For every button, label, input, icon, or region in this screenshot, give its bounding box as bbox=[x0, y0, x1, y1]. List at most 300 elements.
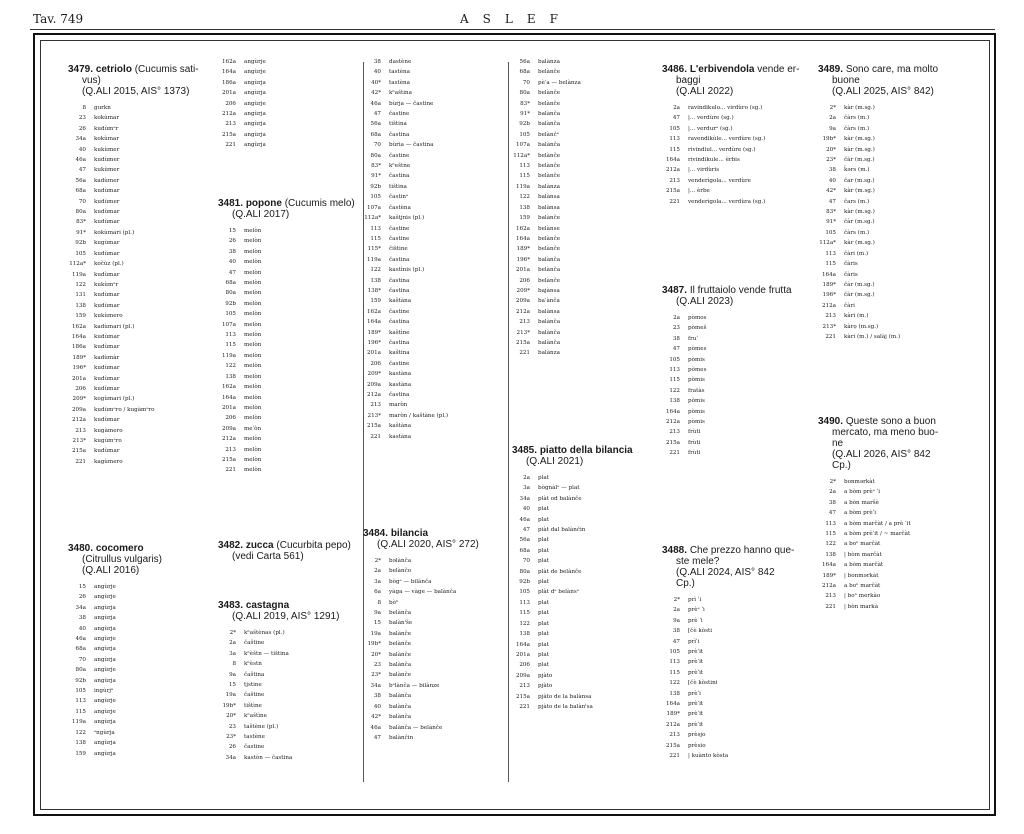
entry-headword: L'erbivendola bbox=[689, 64, 755, 75]
dialect-form: kàri (m.) / salàj (m.) bbox=[844, 333, 901, 340]
response-row bbox=[654, 113, 822, 123]
survey-point: 115 bbox=[669, 377, 680, 384]
response-row bbox=[504, 130, 581, 140]
dialect-form: kudùmar bbox=[94, 417, 120, 424]
survey-point: 38 bbox=[373, 59, 381, 65]
dialect-form: balànsa bbox=[538, 308, 560, 315]
dialect-form: plàt od balànče bbox=[538, 495, 582, 502]
dialect-form: kudùmar bbox=[94, 250, 120, 257]
dialect-form: fratàs bbox=[688, 387, 705, 394]
response-row bbox=[60, 332, 208, 342]
response-row bbox=[60, 426, 208, 436]
response-row bbox=[810, 134, 988, 144]
response-row bbox=[810, 591, 988, 601]
survey-point: 2a bbox=[829, 115, 836, 122]
dialect-form: plat bbox=[538, 547, 549, 554]
response-row bbox=[355, 67, 448, 77]
survey-point: 201a bbox=[71, 375, 86, 382]
survey-point: 164a bbox=[821, 271, 836, 278]
dialect-form: čištine bbox=[389, 246, 408, 253]
dialect-form: čàris bbox=[844, 271, 858, 278]
dialect-form: belànče bbox=[538, 100, 561, 107]
entry-number: 3486. bbox=[662, 64, 690, 75]
dialect-form: ᵊngùrja bbox=[94, 729, 115, 736]
survey-point: 213 bbox=[225, 446, 236, 453]
dialect-form: belànčᵉ bbox=[538, 131, 559, 138]
response-row bbox=[504, 203, 581, 213]
entry-headword: bilancia bbox=[390, 528, 429, 539]
response-row bbox=[60, 207, 208, 217]
dialect-form: balànsa bbox=[538, 194, 560, 201]
dialect-form: plat bbox=[538, 651, 549, 658]
dialect-form: prèsjo bbox=[688, 732, 706, 739]
dialect-form: angùrje bbox=[94, 667, 116, 674]
response-row bbox=[210, 78, 266, 88]
dialect-form: belànče bbox=[538, 277, 561, 284]
survey-point: 80a bbox=[519, 568, 530, 575]
survey-point: 206 bbox=[75, 385, 86, 392]
response-row bbox=[504, 99, 581, 109]
response-row bbox=[654, 689, 822, 699]
survey-point: 2* bbox=[673, 597, 680, 603]
survey-point: 122 bbox=[825, 541, 836, 548]
survey-point: 68a bbox=[75, 188, 86, 195]
dialect-form: |... virdùris bbox=[688, 167, 720, 174]
dialect-form: čàr (m.sg.) bbox=[844, 219, 875, 226]
survey-point: 3a bbox=[229, 650, 236, 657]
survey-point: 68a bbox=[519, 547, 530, 554]
dialect-form: tastèna bbox=[389, 69, 410, 76]
dialect-form: kukùmer bbox=[94, 146, 120, 153]
entry-title-line: (Q.ALI 2026, AIS° 842 bbox=[832, 449, 931, 460]
dialect-form: belànča bbox=[389, 610, 412, 617]
response-row bbox=[504, 535, 652, 545]
response-row bbox=[654, 344, 822, 354]
survey-point: 138 bbox=[519, 631, 530, 638]
response-row bbox=[210, 99, 266, 109]
dialect-form: balànča bbox=[538, 319, 561, 326]
response-row bbox=[210, 57, 266, 67]
dialect-form: pòmes bbox=[688, 367, 707, 374]
survey-point: 115 bbox=[669, 669, 680, 676]
response-row bbox=[60, 686, 208, 696]
survey-point: 105 bbox=[75, 688, 86, 695]
response-row bbox=[654, 417, 822, 427]
response-row bbox=[810, 550, 988, 560]
response-row bbox=[210, 393, 358, 403]
survey-point: 2a bbox=[523, 475, 530, 481]
entry-c2a bbox=[210, 57, 266, 151]
survey-point: 23 bbox=[373, 662, 381, 669]
dialect-form: kàr (m.sg.) bbox=[844, 136, 875, 143]
response-row bbox=[60, 228, 208, 238]
response-row bbox=[810, 332, 988, 342]
response-row bbox=[355, 369, 448, 379]
response-row bbox=[654, 751, 822, 761]
response-row bbox=[355, 598, 503, 608]
dialect-form: prèˈit bbox=[688, 711, 704, 718]
survey-point: 15 bbox=[228, 682, 236, 689]
dialect-form: kudùmar bbox=[94, 333, 120, 340]
dialect-form: belànče bbox=[389, 641, 412, 648]
dialect-form: angùrja bbox=[244, 90, 266, 97]
dialect-form: kàr (m.sg.) bbox=[844, 105, 875, 111]
response-row bbox=[504, 348, 581, 358]
dialect-form: tištìne bbox=[244, 702, 262, 709]
response-row bbox=[210, 268, 358, 278]
dialect-form: belànče bbox=[538, 69, 561, 76]
survey-point: 47 bbox=[373, 734, 381, 741]
dialect-form: melòn bbox=[244, 321, 262, 328]
survey-point: 38 bbox=[78, 615, 86, 622]
survey-point: 47 bbox=[828, 198, 836, 205]
survey-point: 83* bbox=[371, 163, 381, 170]
survey-point: 221 bbox=[75, 458, 86, 465]
response-row bbox=[504, 192, 581, 202]
survey-point: 113 bbox=[669, 659, 680, 666]
survey-point: 2* bbox=[829, 105, 836, 111]
response-row bbox=[210, 88, 266, 98]
entry-number: 3481. bbox=[218, 198, 246, 209]
survey-point: 212a bbox=[665, 419, 680, 426]
survey-point: 112a* bbox=[364, 215, 381, 222]
survey-point: 42* bbox=[826, 188, 836, 195]
entry-title bbox=[504, 445, 652, 456]
dialect-form: kadùmari (pl.) bbox=[94, 323, 135, 330]
response-row bbox=[504, 265, 581, 275]
dialect-form: kʰeštne bbox=[389, 163, 411, 170]
survey-point: 119a bbox=[71, 271, 86, 278]
survey-point: 212a bbox=[665, 167, 680, 174]
response-row bbox=[654, 678, 822, 688]
dialect-form: kaštjnis (pl.) bbox=[389, 215, 425, 222]
survey-point: 47 bbox=[78, 167, 86, 174]
response-row bbox=[355, 660, 503, 670]
survey-point: 201a bbox=[221, 404, 236, 411]
survey-point: 206 bbox=[225, 100, 236, 107]
survey-point: 80a bbox=[75, 667, 86, 674]
response-row bbox=[504, 619, 652, 629]
survey-point: 189* bbox=[822, 281, 836, 288]
response-row bbox=[355, 400, 448, 410]
dialect-form: angùrje bbox=[94, 584, 116, 590]
survey-point: 91* bbox=[371, 173, 381, 180]
response-row bbox=[355, 88, 448, 98]
survey-point: 122 bbox=[75, 729, 86, 736]
dialect-form: balànza bbox=[538, 183, 560, 190]
response-row bbox=[810, 477, 988, 487]
survey-point: 92b bbox=[370, 183, 381, 190]
dialect-form: kudùmar bbox=[94, 271, 120, 278]
dialect-form: balànča bbox=[389, 703, 412, 710]
dialect-form: bᵉlànča — bilànze bbox=[389, 682, 440, 689]
survey-point: 119a bbox=[366, 256, 381, 263]
survey-point: 38 bbox=[672, 628, 680, 635]
survey-point: 209a bbox=[71, 406, 86, 413]
entry-gloss: Sono care, ma molto bbox=[845, 64, 939, 75]
dialect-form: baˈànča bbox=[538, 298, 560, 305]
dialect-form: kokùmar bbox=[94, 115, 120, 122]
dialect-form: frùti bbox=[688, 429, 701, 436]
survey-point: 68a bbox=[75, 646, 86, 653]
survey-point: 221 bbox=[225, 467, 236, 474]
response-row bbox=[504, 67, 581, 77]
survey-point: 107a bbox=[366, 204, 381, 211]
dialect-form: balànča bbox=[538, 329, 561, 336]
dialect-form: prèˈit bbox=[688, 669, 704, 676]
dialect-form: prèˈit bbox=[688, 701, 704, 708]
entry-gloss: (Cucumis sati- bbox=[131, 64, 199, 75]
response-row bbox=[355, 577, 503, 587]
survey-point: 164a bbox=[366, 319, 381, 326]
entry-number: 3480. bbox=[68, 543, 96, 554]
dialect-form: pòmis bbox=[688, 377, 705, 384]
dialect-form: plat bbox=[538, 620, 549, 627]
response-row bbox=[355, 244, 448, 254]
dialect-form: a boⁿ marčàt bbox=[844, 583, 881, 590]
response-row bbox=[355, 608, 503, 618]
dialect-form: venderìgola... verdùre bbox=[688, 177, 751, 184]
survey-point: 164a bbox=[71, 333, 86, 340]
survey-point: 213 bbox=[825, 593, 836, 600]
response-row bbox=[654, 720, 822, 730]
entry-title bbox=[210, 600, 358, 611]
response-row bbox=[810, 228, 988, 238]
survey-point: 34a bbox=[75, 604, 86, 611]
dialect-form: angùrja bbox=[94, 740, 116, 747]
dialect-form: čàrs (m.) bbox=[844, 115, 870, 122]
survey-point: 213* bbox=[516, 329, 530, 336]
survey-point: 83* bbox=[826, 209, 836, 216]
survey-point: 164a bbox=[665, 408, 680, 415]
survey-point: 19b* bbox=[222, 702, 236, 709]
dialect-form: kastòn — častina bbox=[244, 754, 293, 761]
survey-point: 201a bbox=[515, 267, 530, 274]
response-row bbox=[504, 119, 581, 129]
entry-headword: castagna bbox=[245, 600, 290, 611]
response-row bbox=[504, 244, 581, 254]
survey-point: 212a bbox=[221, 436, 236, 443]
dialect-form: bùria — častina bbox=[389, 142, 434, 149]
entry-title bbox=[60, 543, 208, 554]
survey-point: 105 bbox=[669, 356, 680, 363]
dialect-form: melòn bbox=[244, 363, 262, 370]
survey-point: 2* bbox=[374, 558, 381, 564]
response-row bbox=[810, 280, 988, 290]
dialect-form: bonmərkàt bbox=[844, 479, 875, 485]
survey-point: 115 bbox=[225, 342, 236, 349]
survey-point: 206 bbox=[370, 360, 381, 367]
response-row bbox=[210, 690, 358, 700]
dialect-form: | bòm marčàt bbox=[844, 551, 882, 558]
response-row bbox=[654, 176, 822, 186]
survey-point: 19b* bbox=[822, 136, 836, 143]
response-row bbox=[210, 278, 358, 288]
response-row bbox=[60, 696, 208, 706]
survey-point: 213 bbox=[519, 319, 530, 326]
dialect-form: prèˈit bbox=[688, 659, 704, 666]
dialect-form: bajànsa bbox=[538, 287, 560, 294]
dialect-form: rivindikule... èrbis bbox=[688, 157, 740, 164]
survey-point: 83* bbox=[76, 219, 86, 226]
response-row bbox=[60, 728, 208, 738]
dialect-form: taštène (pl.) bbox=[244, 723, 279, 730]
dialect-form: čaština bbox=[244, 671, 265, 678]
response-row bbox=[504, 234, 581, 244]
response-row bbox=[210, 455, 358, 465]
survey-point: 40 bbox=[522, 506, 530, 513]
response-row bbox=[355, 691, 503, 701]
survey-point: 221 bbox=[825, 333, 836, 340]
response-row bbox=[504, 182, 581, 192]
dialect-form: maròn bbox=[389, 402, 408, 409]
response-row bbox=[210, 236, 358, 246]
survey-point: 221 bbox=[669, 450, 680, 457]
survey-point: 47 bbox=[672, 115, 680, 122]
dialect-form: balànča bbox=[389, 714, 412, 721]
response-row bbox=[210, 434, 358, 444]
dialect-form: kudùmar bbox=[94, 344, 120, 351]
response-row bbox=[210, 732, 358, 742]
survey-point: 26 bbox=[228, 238, 236, 245]
response-row bbox=[810, 571, 988, 581]
survey-point: 115* bbox=[367, 246, 381, 253]
response-row bbox=[210, 247, 358, 257]
response-row bbox=[654, 438, 822, 448]
dialect-form: častine bbox=[244, 744, 265, 751]
response-row bbox=[654, 616, 822, 626]
response-row bbox=[654, 124, 822, 134]
dialect-form: častina bbox=[389, 256, 410, 263]
dialect-form: ravindikulo... virdùro (sg.) bbox=[688, 105, 763, 111]
survey-point: 196* bbox=[822, 292, 836, 299]
dialect-form: a bòn maršè bbox=[844, 499, 879, 506]
response-row bbox=[504, 255, 581, 265]
entry-number: 3489. bbox=[818, 64, 846, 75]
survey-point: 113 bbox=[825, 250, 836, 257]
survey-point: 68a bbox=[519, 69, 530, 76]
survey-point: 68a bbox=[370, 131, 381, 138]
dialect-form: pòmis bbox=[688, 356, 705, 363]
entry-title bbox=[210, 198, 358, 209]
entry-title-line: (Citrullus vulgaris) bbox=[82, 554, 163, 565]
survey-point: 26 bbox=[78, 125, 86, 132]
response-row bbox=[654, 313, 822, 323]
dialect-form: angùrja bbox=[94, 646, 116, 653]
survey-point: 162a bbox=[221, 384, 236, 391]
survey-point: 38 bbox=[373, 693, 381, 700]
dialect-form: kʰèštn — tiština bbox=[244, 650, 289, 657]
survey-point: 119a bbox=[221, 352, 236, 359]
entry-number: 3479. bbox=[68, 64, 96, 75]
header-rule bbox=[30, 29, 995, 30]
survey-point: 213 bbox=[225, 121, 236, 128]
dialect-form: angùrja bbox=[94, 677, 116, 684]
response-row bbox=[654, 323, 822, 333]
dialect-form: a bòm prèˈit / ~ marčàt bbox=[844, 531, 911, 538]
response-row bbox=[355, 421, 448, 431]
survey-point: 112a* bbox=[819, 240, 836, 247]
response-row bbox=[210, 299, 358, 309]
dialect-form: kagùmero bbox=[94, 458, 123, 465]
plate-number: Tav. 749 bbox=[33, 12, 84, 26]
survey-point: 115 bbox=[825, 531, 836, 538]
dialect-form: belànče bbox=[538, 235, 561, 242]
dialect-form: pòmis bbox=[688, 408, 705, 415]
response-row bbox=[355, 681, 503, 691]
dialect-form: belànče bbox=[538, 173, 561, 180]
survey-point: 107a bbox=[515, 142, 530, 149]
response-row bbox=[60, 624, 208, 634]
dialect-form: angùrje bbox=[94, 594, 116, 601]
dialect-form: balànča bbox=[538, 142, 561, 149]
response-row bbox=[654, 355, 822, 365]
dialect-form: melòn bbox=[244, 352, 262, 359]
dialect-form: balànza bbox=[538, 59, 560, 65]
response-row bbox=[504, 161, 581, 171]
survey-point: 47 bbox=[672, 346, 680, 353]
survey-point: 70 bbox=[78, 198, 86, 205]
entry-headword: cocomero bbox=[95, 543, 144, 554]
response-row bbox=[355, 192, 448, 202]
response-row bbox=[60, 644, 208, 654]
survey-point: 138 bbox=[669, 398, 680, 405]
dialect-form: čàrs (m.) bbox=[844, 125, 870, 132]
survey-point: 15 bbox=[78, 584, 86, 590]
dialect-form: angùrja bbox=[244, 131, 266, 138]
survey-point: 122 bbox=[669, 680, 680, 687]
response-row bbox=[355, 639, 503, 649]
survey-point: 162a bbox=[366, 308, 381, 315]
entry-title-line: vus) bbox=[82, 75, 101, 86]
survey-point: 221 bbox=[669, 753, 680, 760]
entry-title bbox=[654, 285, 822, 296]
survey-point: 20* bbox=[226, 713, 236, 720]
survey-point: 213 bbox=[370, 402, 381, 409]
entry-number: 3488. bbox=[662, 545, 690, 556]
dialect-form: pjàto de la balànᵗsa bbox=[538, 703, 593, 710]
response-row bbox=[504, 171, 581, 181]
response-row bbox=[504, 494, 652, 504]
survey-point: 164a bbox=[515, 235, 530, 242]
dialect-form: plàt de belànče bbox=[538, 568, 582, 575]
dialect-form: [čè kòsti bbox=[688, 628, 713, 635]
survey-point: 138 bbox=[75, 302, 86, 309]
survey-point: 212a bbox=[821, 302, 836, 309]
response-row bbox=[810, 487, 988, 497]
response-row bbox=[504, 650, 652, 660]
dialect-form: kaštìne bbox=[389, 329, 410, 336]
dialect-form: melòn bbox=[244, 446, 262, 453]
dialect-form: kudùmar bbox=[94, 292, 120, 299]
response-row bbox=[654, 427, 822, 437]
dialect-form: prèᵉ ˈi bbox=[688, 607, 705, 614]
dialect-form: kastìnis (pl.) bbox=[389, 267, 425, 274]
dialect-form: častina bbox=[389, 287, 410, 294]
entry-gloss: (Cucurbita pepo) bbox=[273, 540, 351, 551]
dialect-form: kàr (m.sg.) bbox=[844, 209, 875, 216]
entry-title bbox=[810, 416, 988, 427]
survey-point: 221 bbox=[225, 142, 236, 149]
survey-point: 212a bbox=[71, 417, 86, 424]
dialect-form: melòn bbox=[244, 248, 262, 255]
dialect-form: častina bbox=[389, 339, 410, 346]
survey-point: 115 bbox=[825, 261, 836, 268]
response-row bbox=[60, 353, 208, 363]
response-row bbox=[210, 140, 266, 150]
response-row bbox=[60, 592, 208, 602]
dialect-form: pòmis bbox=[688, 398, 705, 405]
